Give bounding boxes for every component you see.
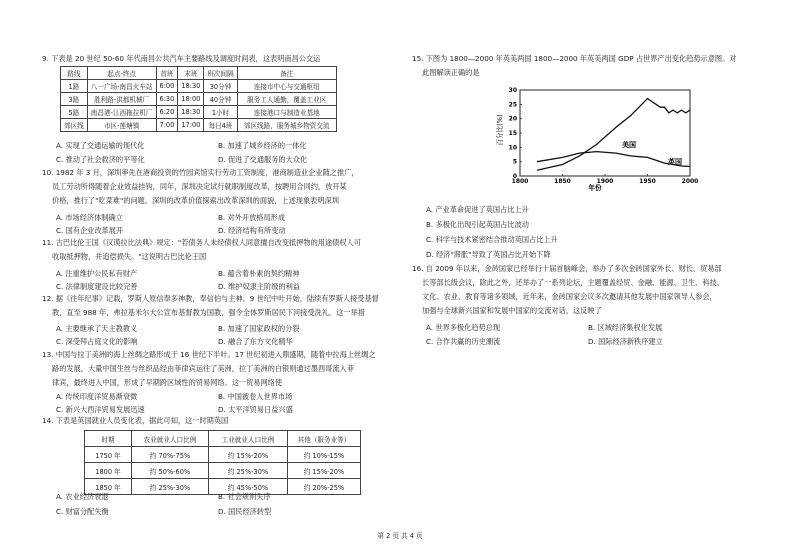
table-cell: 连接市中心与交通枢纽 — [237, 80, 336, 93]
table-row — [85, 447, 361, 463]
table-cell: 3路 — [61, 93, 88, 106]
q13-line-2: 路的发展，大量中国生丝与丝织品经由菲律宾运往了美洲，拉丁美洲的白银则通过墨西哥流入菲 — [52, 364, 354, 373]
q16-option-c: C. 合作共赢的历史潮流 — [426, 337, 501, 346]
table-cell: 5路 — [61, 106, 88, 119]
x-tick-label: 1850 — [554, 178, 571, 185]
table-cell: 约 20%-25% — [288, 479, 361, 495]
table-cell: 1小时 — [204, 106, 237, 119]
q15-option-a: A. 产业革命促进了英国占比上升 — [426, 205, 529, 214]
q15-line-2: 此图解读正确的是 — [422, 68, 480, 77]
table-cell: 南昌港-江西拖拉机厂 — [87, 106, 156, 119]
q16-line-2: 长等部长级会议，除此之外，还举办了一系列论坛，主题覆盖经贸、金融、能源、卫生、科技、 — [422, 278, 724, 287]
series-label-uk: 英国 — [668, 158, 682, 166]
q15-option-c: C. 科学与技术紧密结合推动英国占比上升 — [426, 235, 558, 244]
q16-line-1: 16. 自 2009 年以来，金砖国家已经举行十届首脑峰会，举办了多次金砖国家外长、财长、贸易部 — [412, 264, 722, 273]
table-cell: 市区-莲塘镇 — [87, 119, 156, 132]
table-cell: 约 45%-50% — [209, 479, 288, 495]
table-cell: 6:00 — [156, 80, 178, 93]
q16-option-d: D. 国际经济新秩序建立 — [588, 337, 663, 346]
table-cell: 胜利路-洪都机械厂 — [87, 93, 156, 106]
table-cell: 6:30 — [156, 93, 178, 106]
q10-option-d: D. 经济结构有所变动 — [218, 226, 286, 235]
table-cell: 1路 — [61, 80, 88, 93]
table-header: 末班 — [178, 67, 204, 80]
x-tick-label: 1900 — [596, 178, 614, 185]
q14-option-a: A. 农业经济衰退 — [56, 492, 109, 501]
table-cell: 30分钟 — [204, 80, 237, 93]
table-header-row — [85, 431, 361, 447]
table-cell: 约 15%-20% — [209, 447, 288, 463]
q13-line-1: 13. 中国与拉丁美洲的海上丝绸之路形成于 16 世纪下半叶。17 世纪初进入鼎盛期，随着中拉海上丝绸之 — [42, 350, 376, 359]
q10-line-2: 员工劳动所得随着企业效益挂钩，同年，深圳决定试行就职制度改革，按聘用合同约，放开某 — [52, 182, 347, 191]
q13-option-b: B. 中国被卷入世界市场 — [218, 392, 293, 401]
table-row — [61, 106, 337, 119]
table-cell: 约 25%-30% — [209, 463, 288, 479]
q12-line-1: 12. 据《往年纪事》记载，罗斯人原信奉多神教，奉信伯与主神。9 世纪中叶开始，陆续有罗斯人接受基督 — [42, 294, 379, 303]
page-footer: 第 2 页 共 4 页 — [377, 532, 423, 540]
q9-option-c: C. 推动了社会救济的平等化 — [56, 155, 145, 164]
table-row — [85, 463, 361, 479]
q13-option-d: D. 太平洋贸易日益兴盛 — [218, 405, 293, 414]
table-cell: 1800 年 — [85, 463, 132, 479]
q15-line-1: 15. 下图为 1800—2000 年英美两国 1800—2000 年英美两国 GDP 占世界产出变化趋势示意图。对 — [412, 54, 737, 63]
y-tick-label: 20 — [508, 115, 517, 123]
q11-option-b: B. 蕴含着朴素的契约精神 — [218, 269, 300, 278]
q14-stem: 14. 下表是英国就业人员变化表，据此可知，这一时期英国 — [42, 416, 229, 425]
q10-option-a: A. 市场经济体制确立 — [56, 213, 123, 222]
table-cell: 约 10%-15% — [288, 447, 361, 463]
y-tick-label: 15 — [508, 130, 517, 137]
x-tick-label: 1800 — [511, 178, 529, 185]
y-tick-label: 5 — [512, 158, 517, 166]
table-cell: 约 70%-75% — [132, 447, 209, 463]
table-cell: 每日4班 — [204, 119, 237, 132]
q16-line-4: 加强与全球新兴国家和发展中国家的交流对话，这反映了 — [422, 306, 602, 315]
table-row — [61, 119, 337, 132]
table-header: 首班 — [156, 67, 178, 80]
table-cell: 郊区线路，服务城乡物资交流 — [237, 119, 336, 132]
table-header-row — [61, 67, 337, 80]
table-row — [61, 93, 337, 106]
q14-option-b: B. 社会规则失序 — [218, 492, 271, 501]
table-cell: 约 25%-30% — [132, 479, 209, 495]
q12-option-b: B. 加速了国家政权的分裂 — [218, 324, 300, 333]
table-cell: 1750 年 — [85, 447, 132, 463]
q14-option-c: C. 财富分配失衡 — [56, 507, 109, 516]
y-tick-label: 30 — [508, 87, 517, 94]
table-cell: 连接港口与制造业基地 — [237, 106, 336, 119]
table-header: 时期 — [85, 431, 132, 447]
q11-option-d: D. 维护奴隶主阶级的利益 — [218, 282, 300, 291]
table-header: 班次间隔 — [204, 67, 237, 80]
table-cell: 服务工人通勤，覆盖工业区 — [237, 93, 336, 106]
table-cell: 6:20 — [156, 106, 178, 119]
table-cell: 17:00 — [178, 119, 204, 132]
q15-option-d: D. 经济"滞胀"导致了英国占比开始下降 — [426, 250, 551, 259]
x-axis-label: 年份 — [588, 184, 602, 192]
q13-line-3: 律宾，最终进入中国，形成了早期跨区域性的贸易网络。这一贸易网络使 — [52, 378, 283, 387]
table-cell: 1850 年 — [85, 479, 132, 495]
table-cell: 7:00 — [156, 119, 178, 132]
q11-option-c: C. 法律制度建设比较完善 — [56, 282, 138, 291]
table-header: 路线 — [61, 67, 88, 80]
x-tick-label: 2000 — [681, 178, 699, 185]
q11-option-a: A. 注重维护公民私有财产 — [56, 269, 138, 278]
q16-line-3: 文化、农业、教育等诸多领域，近年来，金砖国家会议多次邀请其他发展中国家领导人参会， — [422, 292, 717, 301]
q16-option-a: A. 世界多极化趋势总现 — [426, 323, 501, 332]
table-header: 农业就业人口比例 — [132, 431, 209, 447]
q9-option-d: D. 促进了交通服务的大众化 — [218, 155, 308, 164]
q12-option-c: C. 深受拜占庭文化的影响 — [56, 337, 138, 346]
table-cell: 约 50%-60% — [132, 463, 209, 479]
q9-option-b: B. 加速了城乡经济的一体化 — [218, 141, 307, 150]
q12-option-d: D. 融合了东方文化精华 — [218, 337, 293, 346]
table-header: 起点-终点 — [87, 67, 156, 80]
table-cell: 40分钟 — [204, 93, 237, 106]
table-cell: 八一广场-南昌火车站 — [87, 80, 156, 93]
q14-table — [84, 430, 361, 495]
table-cell: 18:00 — [178, 93, 204, 106]
q10-line-1: 10. 1982 年 3 月，深圳率先在港商投资的竹园宾馆实行劳动工资制度，港商制造业企业随之推广， — [42, 168, 359, 177]
q10-option-c: C. 国有企业改革展开 — [56, 226, 124, 235]
table-cell: 18:30 — [178, 80, 204, 93]
table-header: 其他（服务业等） — [288, 431, 361, 447]
table-cell: 郊区线 — [61, 119, 88, 132]
x-tick-label: 1950 — [639, 178, 656, 185]
q11-line-2: 收取抵押物，并追偿损失。"这说明古巴比伦王国 — [52, 252, 207, 261]
table-row — [61, 80, 337, 93]
series-label-us: 美国 — [622, 141, 636, 149]
table-header: 备注 — [237, 67, 336, 80]
y-axis-label: 百分比(%) — [496, 114, 504, 146]
q12-option-a: A. 主要继承了天主教教义 — [56, 324, 138, 333]
q10-line-3: 价格，推行了"吃菜难"的问题。深圳的改革价值探索出改革深圳的面貌，上述现象表明深圳 — [52, 196, 339, 205]
table-header: 工业就业人口比例 — [209, 431, 288, 447]
q10-option-b: B. 对外开放格局形成 — [218, 213, 286, 222]
q15-option-b: B. 多极化出现引起英国占比波动 — [426, 220, 529, 229]
q9-option-a: A. 实现了交通运输的现代化 — [56, 141, 145, 150]
y-tick-label: 0 — [512, 173, 517, 180]
y-tick-label: 10 — [508, 144, 517, 152]
gdp-line-chart — [490, 84, 699, 192]
q9-stem: 9. 下表是 20 世纪 50-60 年代南昌公共汽车主要路线及调度时间表，这表明南昌公交运 — [42, 54, 321, 63]
q13-option-c: C. 新兴大西洋贸易发展迅速 — [56, 405, 145, 414]
table-cell: 约 15%-20% — [288, 463, 361, 479]
q13-option-a: A. 传统印度洋贸易渐衰微 — [56, 392, 138, 401]
q11-line-1: 11. 古巴比伦王国《汉谟拉比法典》规定："若债务人未经债权人同意擅自改变抵押物的用途债权人可 — [42, 238, 361, 247]
q9-table — [60, 66, 337, 132]
q16-option-b: B. 区域经济集权化发展 — [588, 323, 663, 332]
q12-line-2: 教，直至 988 年，弗拉基米尔大公宣布基督教为国教，强令全体罗斯居民下河接受洗礼。这一举措 — [52, 308, 365, 317]
y-tick-label: 25 — [508, 101, 517, 109]
q14-option-d: D. 国民经济转型 — [218, 507, 272, 516]
table-cell: 18:30 — [178, 106, 204, 119]
